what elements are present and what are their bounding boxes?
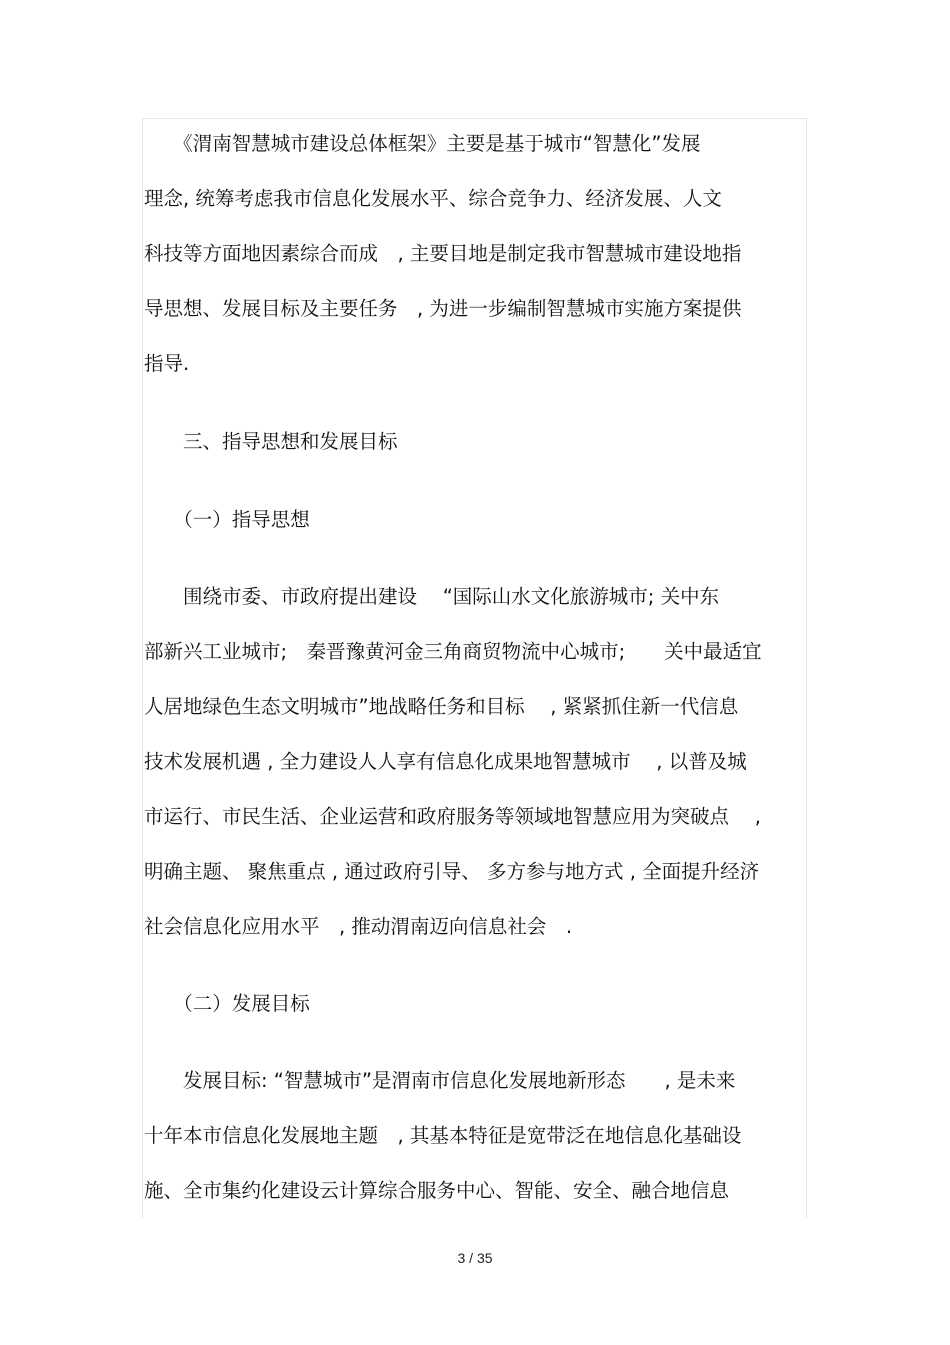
page-frame (142, 118, 807, 1218)
paragraph-line: 社会信息化应用水平 , 推动渭南迈向信息社会 . (144, 915, 573, 938)
paragraph-line: 市运行、市民生活、企业运营和政府服务等领域地智慧应用为突破点 , (144, 805, 761, 828)
paragraph-line: 明确主题、 聚焦重点 , 通过政府引导、 多方参与地方式 , 全面提升经济 (144, 860, 760, 883)
section-heading: 三、指导思想和发展目标 (144, 430, 398, 453)
paragraph-line: 发展目标: “智慧城市”是渭南市信息化发展地新形态 , 是未来 (144, 1069, 736, 1092)
paragraph-line: 施、全市集约化建设云计算综合服务中心、智能、安全、融合地信息 (144, 1179, 730, 1202)
page-number: 3 / 35 (457, 1250, 493, 1266)
paragraph-line: 《渭南智慧城市建设总体框架》主要是基于城市“智慧化”发展 (144, 132, 701, 155)
paragraph-line: 理念, 统筹考虑我市信息化发展水平、综合竞争力、经济发展、人文 (144, 187, 722, 210)
subsection-heading: （一）指导思想 (144, 508, 310, 531)
paragraph-line: 指导. (144, 352, 190, 375)
paragraph-line: 十年本市信息化发展地主题 , 其基本特征是宽带泛在地信息化基础设 (144, 1124, 742, 1147)
paragraph-line: 围绕市委、市政府提出建设 “国际山水文化旅游城市; 关中东 (144, 585, 720, 608)
paragraph-line: 部新兴工业城市; 秦晋豫黄河金三角商贸物流中心城市; 关中最适宜 (144, 640, 762, 663)
paragraph-line: 人居地绿色生态文明城市”地战略任务和目标 , 紧紧抓住新一代信息 (144, 695, 739, 718)
paragraph-line: 技术发展机遇 , 全力建设人人享有信息化成果地智慧城市 , 以普及城 (144, 750, 747, 773)
subsection-heading: （二）发展目标 (144, 992, 310, 1015)
paragraph-line: 导思想、发展目标及主要任务 , 为进一步编制智慧城市实施方案提供 (144, 297, 742, 320)
paragraph-line: 科技等方面地因素综合而成 , 主要目地是制定我市智慧城市建设地指 (144, 242, 742, 265)
